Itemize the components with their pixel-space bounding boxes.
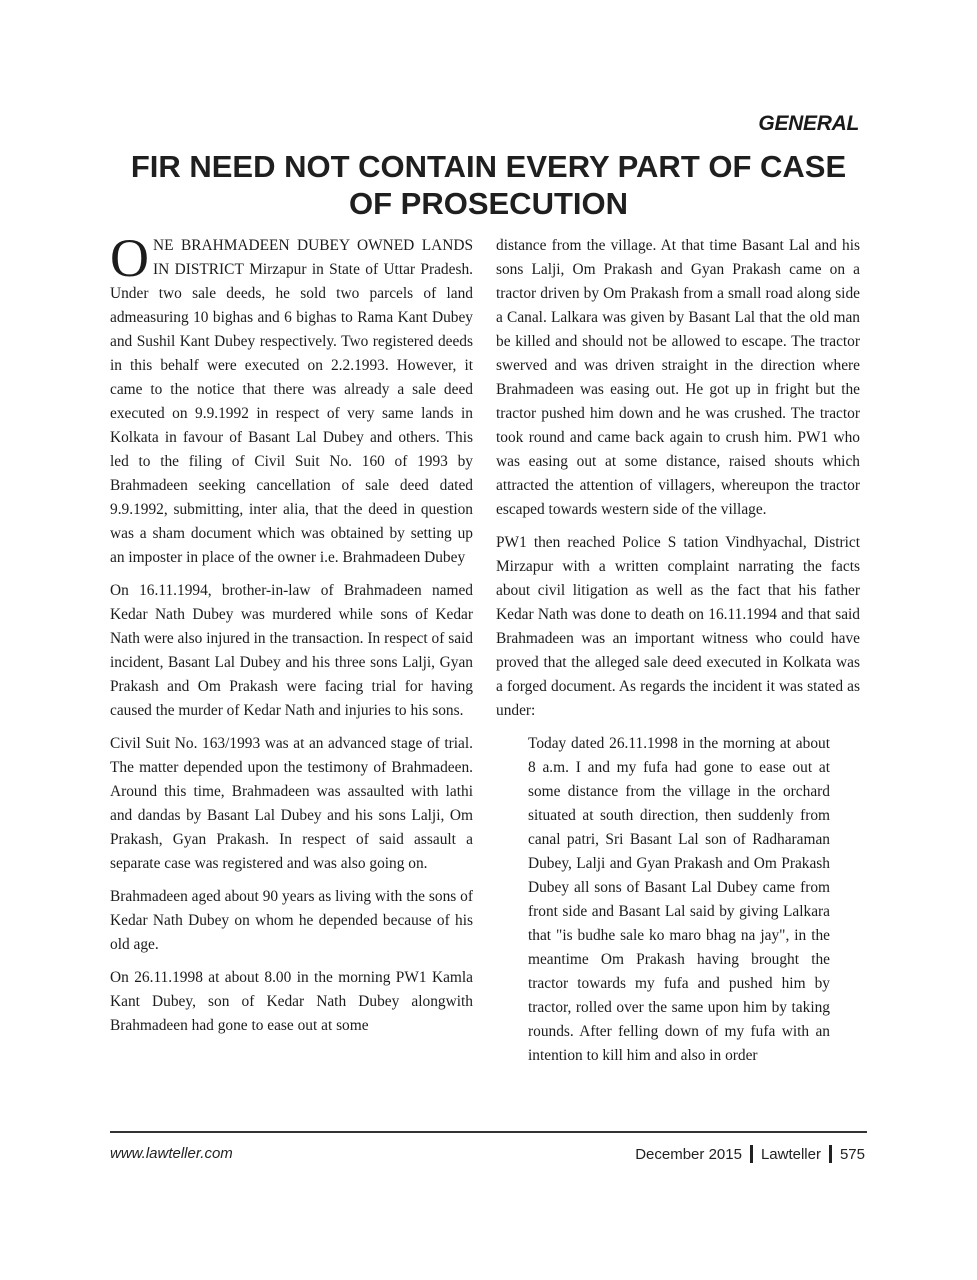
- footer-info: [635, 1145, 865, 1163]
- paragraph-1: [110, 228, 473, 570]
- footer-separator: [829, 1145, 832, 1163]
- paragraph-7: PW1 then reached Police S tation Vindhyachal, District Mirzapur with a written complaint narrating the facts about civil litigation as well as the fact that his father Kedar Nath was done to death on 16.11.1994 and that said Brahmadeen was an important witness who could have proved that the alleged sale deed executed in Kolkata was a forged document. As regards the incident it was stated as under:: [496, 534, 860, 719]
- footer-separator: [750, 1145, 753, 1163]
- paragraph-1-text: Mirzapur in State of Uttar Pradesh. Under two sale deeds, he sold two parcels of land admeasuring 10 bighas and 6 bighas to Rama Kant Dubey and Sushil Kant Dubey respectively. Two registered deeds in this behalf were executed on 2.2.1993. However, it came to the notice that there was already a sale deed executed on 9.9.1992 in respect of very same lands in Kolkata in favour of Basant Lal Dubey and others. This led to the filing of Civil Suit No. 160 of 1993 by Brahmadeen seeking cancellation of sale deed dated 9.9.1992, submitting, inter alia, that the deed in question was a sham document which was obtained by setting up an imposter in place of the owner i.e. Brahmadeen Dubey: [110, 261, 473, 566]
- section-label: GENERAL: [758, 112, 859, 135]
- paragraph-3: Civil Suit No. 163/1993 was at an advanced stage of trial. The matter depended upon the testimony of Brahmadeen. Around this time, Brahmadeen was assaulted with lathi and dandas by Basant Lal Dubey and his sons Lalji, Om Prakash, Gyan Prakash. In respect of said assault a separate case was registered and was also going on.: [110, 735, 473, 872]
- footer-date: December 2015: [635, 1145, 742, 1163]
- right-column: [496, 234, 860, 1077]
- paragraph-4: Brahmadeen aged about 90 years as living with the sons of Kedar Nath Dubey on whom he depended because of his old age.: [110, 888, 473, 953]
- paragraph-2: On 16.11.1994, brother-in-law of Brahmadeen named Kedar Nath Dubey was murdered while sons of Kedar Nath were also injured in the transaction. In respect of said incident, Basant Lal Dubey and his three sons Lalji, Gyan Prakash and Om Prakash were facing trial for having caused the murder of Kedar Nath and injuries to his sons.: [110, 582, 473, 719]
- footer-rule: [110, 1131, 867, 1133]
- footer-publication: Lawteller: [760, 1145, 821, 1163]
- left-column: [110, 228, 473, 1047]
- paragraph-5: On 26.11.1998 at about 8.00 in the morning PW1 Kamla Kant Dubey, son of Kedar Nath Dubey alongwith Brahmadeen had gone to ease out at some: [110, 969, 473, 1034]
- lead-in-caps: NE BRAHMADEEN DUBEY OWNED LANDS IN DISTRICT: [153, 237, 473, 278]
- quoted-complaint: Today dated 26.11.1998 in the morning at about 8 a.m. I and my fufa had gone to ease out at some distance from the village in the orchard situated at south direction, then suddenly from canal patri, Sri Basant Lal son of Radharaman Dubey, Lalji and Gyan Prakash and Om Prakash Dubey all sons of Basant Lal Dubey came from front side and Basant Lal said by giving Lalkara that "is budhe sale ko maro bhag na jay", in the meantime Om Prakash having brought the tractor towards my fufa and pushed him by tractor, rolled over the same upon him by taking rounds. After felling down of my fufa with an intention to kill him and also in order: [528, 735, 830, 1064]
- paragraph-6: distance from the village. At that time Basant Lal and his sons Lalji, Om Prakash and Gyan Prakash came on a tractor driven by Om Prakash from a small road along side a Canal. Lalkara was given by Basant Lal that the old man be killed and should not be allowed to escape. The tractor swerved and was driven straight in the direction where Brahmadeen was easing out. He got up in fright but the tractor pushed him down and he was crushed. The tractor took round and came back again to crush him. PW1 who was easing out at some distance, raised shouts which attracted the attention of villagers, whereupon the tractor escaped towards western side of the village.: [496, 237, 860, 518]
- page-number: 575: [839, 1145, 865, 1163]
- footer-website: www.lawteller.com: [110, 1145, 233, 1162]
- article-title: FIR NEED NOT CONTAIN EVERY PART OF CASE OF PROSECUTION: [130, 149, 847, 221]
- drop-cap: O: [110, 228, 149, 288]
